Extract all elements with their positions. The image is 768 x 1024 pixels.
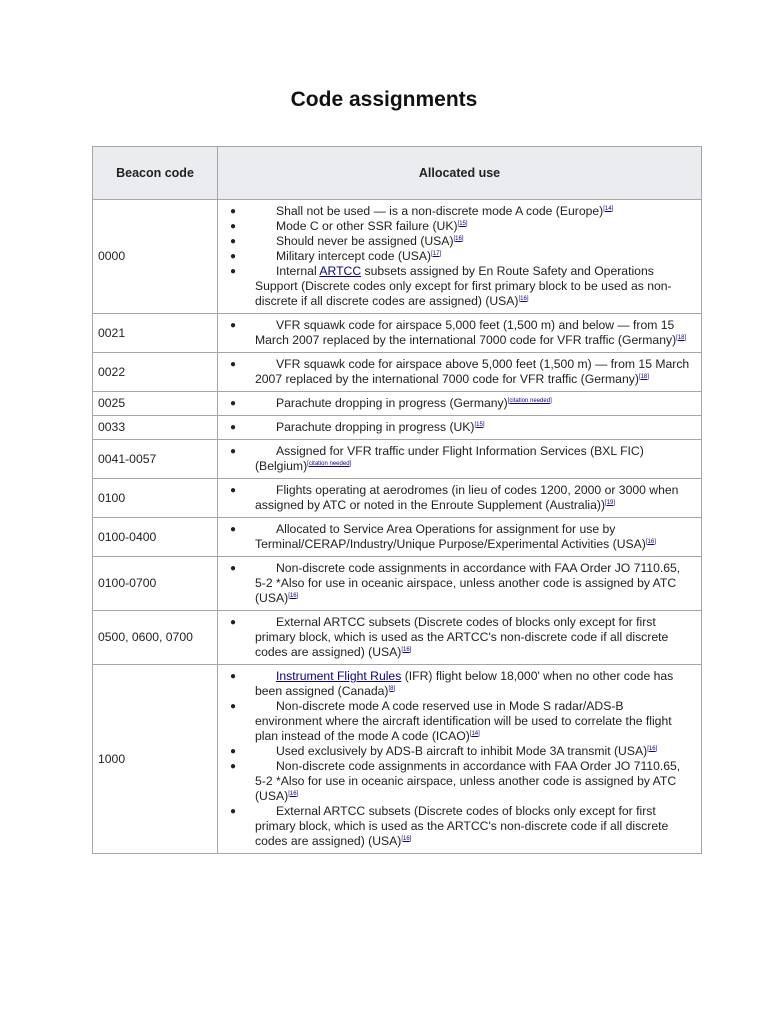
list-item [224,234,695,249]
allocated-use-cell [218,353,702,392]
bullet-icon: ● [230,485,237,496]
allocated-use-cell [218,440,702,479]
table-row [93,416,702,440]
bullet-icon: ● [230,206,237,217]
use-text: External ARTCC subsets (Discrete codes of blocks only except for first primary block, which is used as the ARTCC's non-discrete code if all discrete codes are assigned) (USA) [255,615,669,659]
bullet-icon: ● [230,563,237,574]
bullet-icon: ● [230,806,237,817]
use-text: Non-discrete code assignments in accordance with FAA Order JO 7110.65, 5-2 *Also for use in oceanic airspace, unless another code is assigned by ATC (USA) [255,561,681,605]
reference-link[interactable]: [16] [288,790,299,797]
table-body [93,200,702,854]
use-list [224,522,695,552]
reference-number[interactable]: citation needed [308,460,350,467]
table-header-row [93,147,702,200]
use-text: VFR squawk code for airspace above 5,000 feet (1,500 m) — from 15 March 2007 replaced by the international 7000 code for VFR traffic (Germany) [255,357,690,386]
use-text: Flights operating at aerodromes (in lieu of codes 1200, 2000 or 3000 when assigned by ATC or noted in the Enroute Supplement (Australia)) [255,483,679,512]
reference-link[interactable]: [14] [603,205,614,212]
reference-link[interactable]: [15] [474,421,485,428]
beacon-code-cell: 0100 [93,479,218,518]
allocated-use-cell [218,200,702,314]
reference-link[interactable]: [16] [401,646,412,653]
list-item [224,615,695,660]
use-list [224,204,695,309]
reference-number[interactable]: 16 [403,835,410,842]
allocated-use-cell [218,518,702,557]
reference-number[interactable]: 15 [476,421,483,428]
use-list [224,561,695,606]
use-text: Used exclusively by ADS-B aircraft to inhibit Mode 3A transmit (USA) [276,744,648,758]
reference-number[interactable]: 14 [604,205,612,212]
bullet-icon: ● [230,617,237,628]
list-item [224,204,695,219]
beacon-code-cell: 0000 [93,200,218,314]
beacon-code-cell: 0100-0400 [93,518,218,557]
list-item [224,357,695,387]
use-text-prefix: Internal [276,264,320,278]
reference-link[interactable]: [14] [469,730,480,737]
list-item [224,804,695,849]
reference-number[interactable]: 16 [289,790,297,797]
bullet-icon: ● [230,671,237,682]
table-row [93,611,702,665]
wiki-link[interactable]: Instrument Flight Rules [276,669,402,683]
reference-number[interactable]: 16 [289,592,297,599]
list-item [224,444,695,474]
list-item [224,744,695,759]
allocated-use-cell [218,392,702,416]
use-text: Parachute dropping in progress (UK) [276,420,475,434]
wiki-link[interactable]: ARTCC [319,264,362,278]
reference-link[interactable]: [citation needed] [307,460,352,467]
bullet-icon: ● [230,524,237,535]
allocated-use-header: Allocated use [218,147,702,200]
reference-link[interactable]: [16] [401,835,412,842]
list-item [224,396,695,411]
use-list [224,615,695,660]
reference-number[interactable]: 14 [471,730,479,737]
list-item [224,264,695,309]
reference-number[interactable]: 16 [647,538,655,545]
reference-link[interactable]: [16] [518,295,529,302]
allocated-use-cell [218,611,702,665]
reference-number[interactable]: 17 [432,250,440,257]
reference-number[interactable]: 19 [606,499,614,506]
reference-number[interactable]: 16 [403,646,410,653]
allocated-use-cell [218,665,702,854]
table-row [93,479,702,518]
table-row [93,353,702,392]
bullet-icon: ● [230,320,237,331]
use-text: Parachute dropping in progress (Germany) [276,396,508,410]
beacon-code-cell: 0033 [93,416,218,440]
use-list [224,420,695,435]
list-item [224,420,695,435]
page-title: Code assignments [290,88,478,111]
reference-link[interactable]: [citation needed] [507,397,552,404]
bullet-icon: ● [230,701,237,712]
list-item [224,249,695,264]
beacon-code-header: Beacon code [93,147,218,200]
table-row [93,200,702,314]
allocated-use-cell [218,557,702,611]
beacon-code-cell: 1000 [93,665,218,854]
bullet-icon: ● [230,761,237,772]
use-list [224,483,695,513]
list-item [224,318,695,348]
reference-link[interactable]: [8] [388,685,396,692]
reference-link[interactable]: [16] [453,235,464,242]
use-list [224,357,695,387]
bullet-icon: ● [230,446,237,457]
use-list [224,444,695,474]
reference-link[interactable]: [18] [676,334,687,341]
bullet-icon: ● [230,422,237,433]
reference-number[interactable]: 16 [455,235,462,242]
list-item [224,522,695,552]
use-list [224,318,695,348]
use-text: Mode C or other SSR failure (UK) [276,219,458,233]
use-list [224,396,695,411]
bullet-icon: ● [230,398,237,409]
beacon-code-cell: 0025 [93,392,218,416]
reference-number[interactable]: 16 [648,745,656,752]
beacon-code-cell: 0100-0700 [93,557,218,611]
use-list [224,669,695,849]
use-text: (IFR) flight below 18,000' when no other code has been assigned (Canada) [255,669,674,698]
reference-link[interactable]: [19] [605,499,616,506]
reference-number[interactable]: 16 [520,295,527,302]
use-text: Military intercept code (USA) [276,249,432,263]
allocated-use-cell [218,416,702,440]
list-item [224,561,695,606]
table-row [93,392,702,416]
beacon-code-cell: 0021 [93,314,218,353]
reference-number[interactable]: 18 [677,334,685,341]
reference-link[interactable]: [16] [288,592,299,599]
use-text: Non-discrete mode A code reserved use in Mode S radar/ADS-B environment where the aircraft identification will be used to correlate the flight plan instead of the mode A code (ICAO) [255,699,672,743]
reference-link[interactable]: [16] [647,745,658,752]
list-item [224,669,695,699]
use-text: External ARTCC subsets (Discrete codes of blocks only except for first primary block, which is used as the ARTCC's non-discrete code if all discrete codes are assigned) (USA) [255,804,669,848]
list-item [224,483,695,513]
use-text: Non-discrete code assignments in accordance with FAA Order JO 7110.65, 5-2 *Also for use in oceanic airspace, unless another code is assigned by ATC (USA) [255,759,681,803]
beacon-code-cell: 0041-0057 [93,440,218,479]
use-text: Assigned for VFR traffic under Flight Information Services (BXL FIC) (Belgium) [255,444,644,473]
reference-number[interactable]: 8 [390,685,394,692]
reference-link[interactable]: [16] [645,538,656,545]
allocated-use-cell [218,479,702,518]
table-row [93,314,702,353]
use-text: VFR squawk code for airspace 5,000 feet (1,500 m) and below — from 15 March 2007 replaced by the international 7000 code for VFR traffic (Germany) [255,318,677,347]
beacon-code-cell: 0022 [93,353,218,392]
table-row [93,518,702,557]
list-item [224,759,695,804]
bullet-icon: ● [230,251,237,262]
bullet-icon: ● [230,221,237,232]
bullet-icon: ● [230,359,237,370]
reference-link[interactable]: [15] [457,220,468,227]
use-text: subsets assigned by En Route Safety and Operations Support (Discrete codes only except for first primary block to be used as non-discrete if all discrete codes are assigned) (USA) [255,264,672,308]
reference-link[interactable]: [17] [431,250,442,257]
bullet-icon: ● [230,266,237,277]
bullet-icon: ● [230,746,237,757]
reference-link[interactable]: [18] [638,373,649,380]
reference-number[interactable]: 18 [640,373,648,380]
beacon-code-cell: 0500, 0600, 0700 [93,611,218,665]
use-text: Shall not be used — is a non-discrete mode A code (Europe) [276,204,604,218]
table-row [93,440,702,479]
bullet-icon: ● [230,236,237,247]
beacon-code-table [92,146,702,854]
use-text: Should never be assigned (USA) [276,234,454,248]
table-row [93,557,702,611]
list-item [224,699,695,744]
table-row [93,665,702,854]
list-item [224,219,695,234]
reference-number[interactable]: 15 [459,220,466,227]
reference-number[interactable]: citation needed [509,397,551,404]
allocated-use-cell [218,314,702,353]
use-text: Allocated to Service Area Operations for assignment for use by Terminal/CERAP/Industry/Unique Purpose/Experimental Activities (USA) [255,522,646,551]
